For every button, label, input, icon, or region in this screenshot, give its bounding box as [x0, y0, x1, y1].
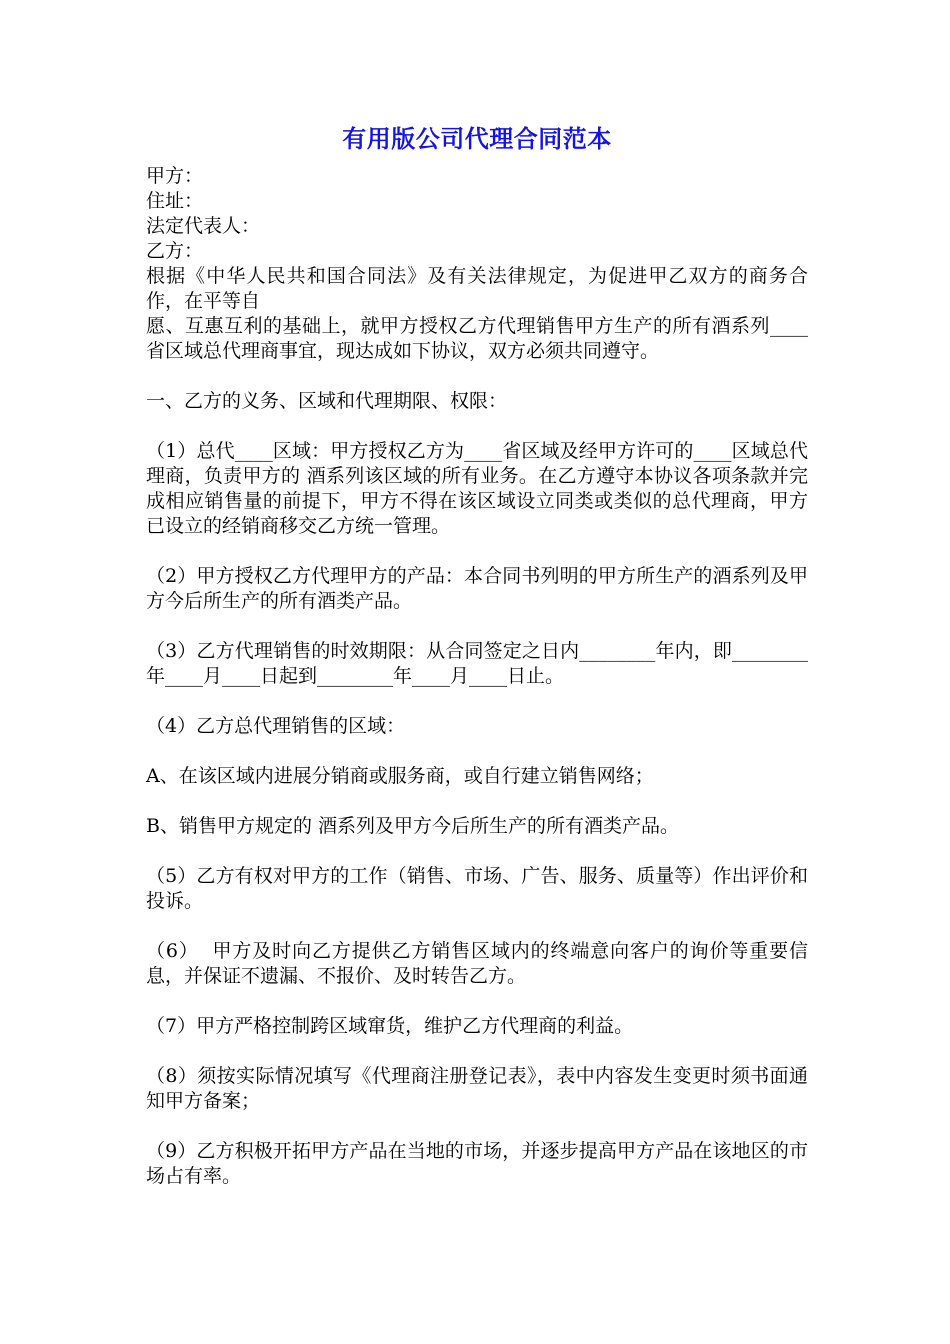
spacer [146, 614, 808, 639]
intro-paragraph-2: 愿、互惠互利的基础上，就甲方授权乙方代理销售甲方生产的所有酒系列____省区域总代理商事宜，现达成如下协议，双方必须共同遵守。 [146, 315, 808, 362]
contract-page [146, 118, 808, 1189]
section-heading: 一、乙方的义务、区域和代理期限、权限： [146, 390, 508, 412]
spacer [146, 1039, 808, 1064]
clause-9: （9）乙方积极开拓甲方产品在当地的市场，并逐步提高甲方产品在该地区的市场占有率。 [146, 1140, 808, 1187]
legal-representative-label: 法定代表人： [146, 215, 261, 237]
clause-6: （6） 甲方及时向乙方提供乙方销售区域内的终端意向客户的询价等重要信息，并保证不遗漏、不报价、及时转告乙方。 [146, 940, 808, 987]
clause-4: （4）乙方总代理销售的区域： [146, 715, 406, 737]
document-title: 有用版公司代理合同范本 [342, 125, 612, 153]
clause-1: （1）总代____区域：甲方授权乙方为____省区域及经甲方许可的____区域总代理商，负责甲方的 酒系列该区域的所有业务。在乙方遵守本协议各项条款并完成相应销售量的前提下，甲方不得在该区域设立同类或类似的总代理商，甲方已设立的经销商移交乙方统一管理。 [146, 440, 808, 537]
address-label: 住址： [146, 190, 204, 212]
spacer [146, 839, 808, 864]
clause-8: （8）须按实际情况填写《代理商注册登记表》，表中内容发生变更时须书面通知甲方备案； [146, 1065, 808, 1112]
clause-7: （7）甲方严格控制跨区域窜货，维护乙方代理商的利益。 [146, 1015, 634, 1037]
spacer [146, 539, 808, 564]
clause-4-item-b: B、销售甲方规定的 酒系列及甲方今后所生产的所有酒类产品。 [146, 815, 680, 837]
spacer [146, 414, 808, 439]
clause-5: （5）乙方有权对甲方的工作（销售、市场、广告、服务、质量等）作出评价和投诉。 [146, 865, 808, 912]
spacer [146, 364, 808, 389]
party-a-label: 甲方： [146, 165, 204, 187]
spacer [146, 914, 808, 939]
clause-3: （3）乙方代理销售的时效期限：从合同签定之日内________年内，即________年____月____日起到________年____月____日止。 [146, 640, 808, 687]
clause-2: （2）甲方授权乙方代理甲方的产品：本合同书列明的甲方所生产的酒系列及甲方今后所生产的所有酒类产品。 [146, 565, 808, 612]
spacer [146, 689, 808, 714]
clause-4-item-a: A、在该区域内进展分销商或服务商，或自行建立销售网络； [146, 765, 654, 787]
spacer [146, 789, 808, 814]
spacer [146, 739, 808, 764]
spacer [146, 989, 808, 1014]
spacer [146, 1114, 808, 1139]
party-b-label: 乙方： [146, 240, 204, 262]
intro-paragraph-1: 根据《中华人民共和国合同法》及有关法律规定，为促进甲乙双方的商务合作，在平等自 [146, 265, 808, 312]
